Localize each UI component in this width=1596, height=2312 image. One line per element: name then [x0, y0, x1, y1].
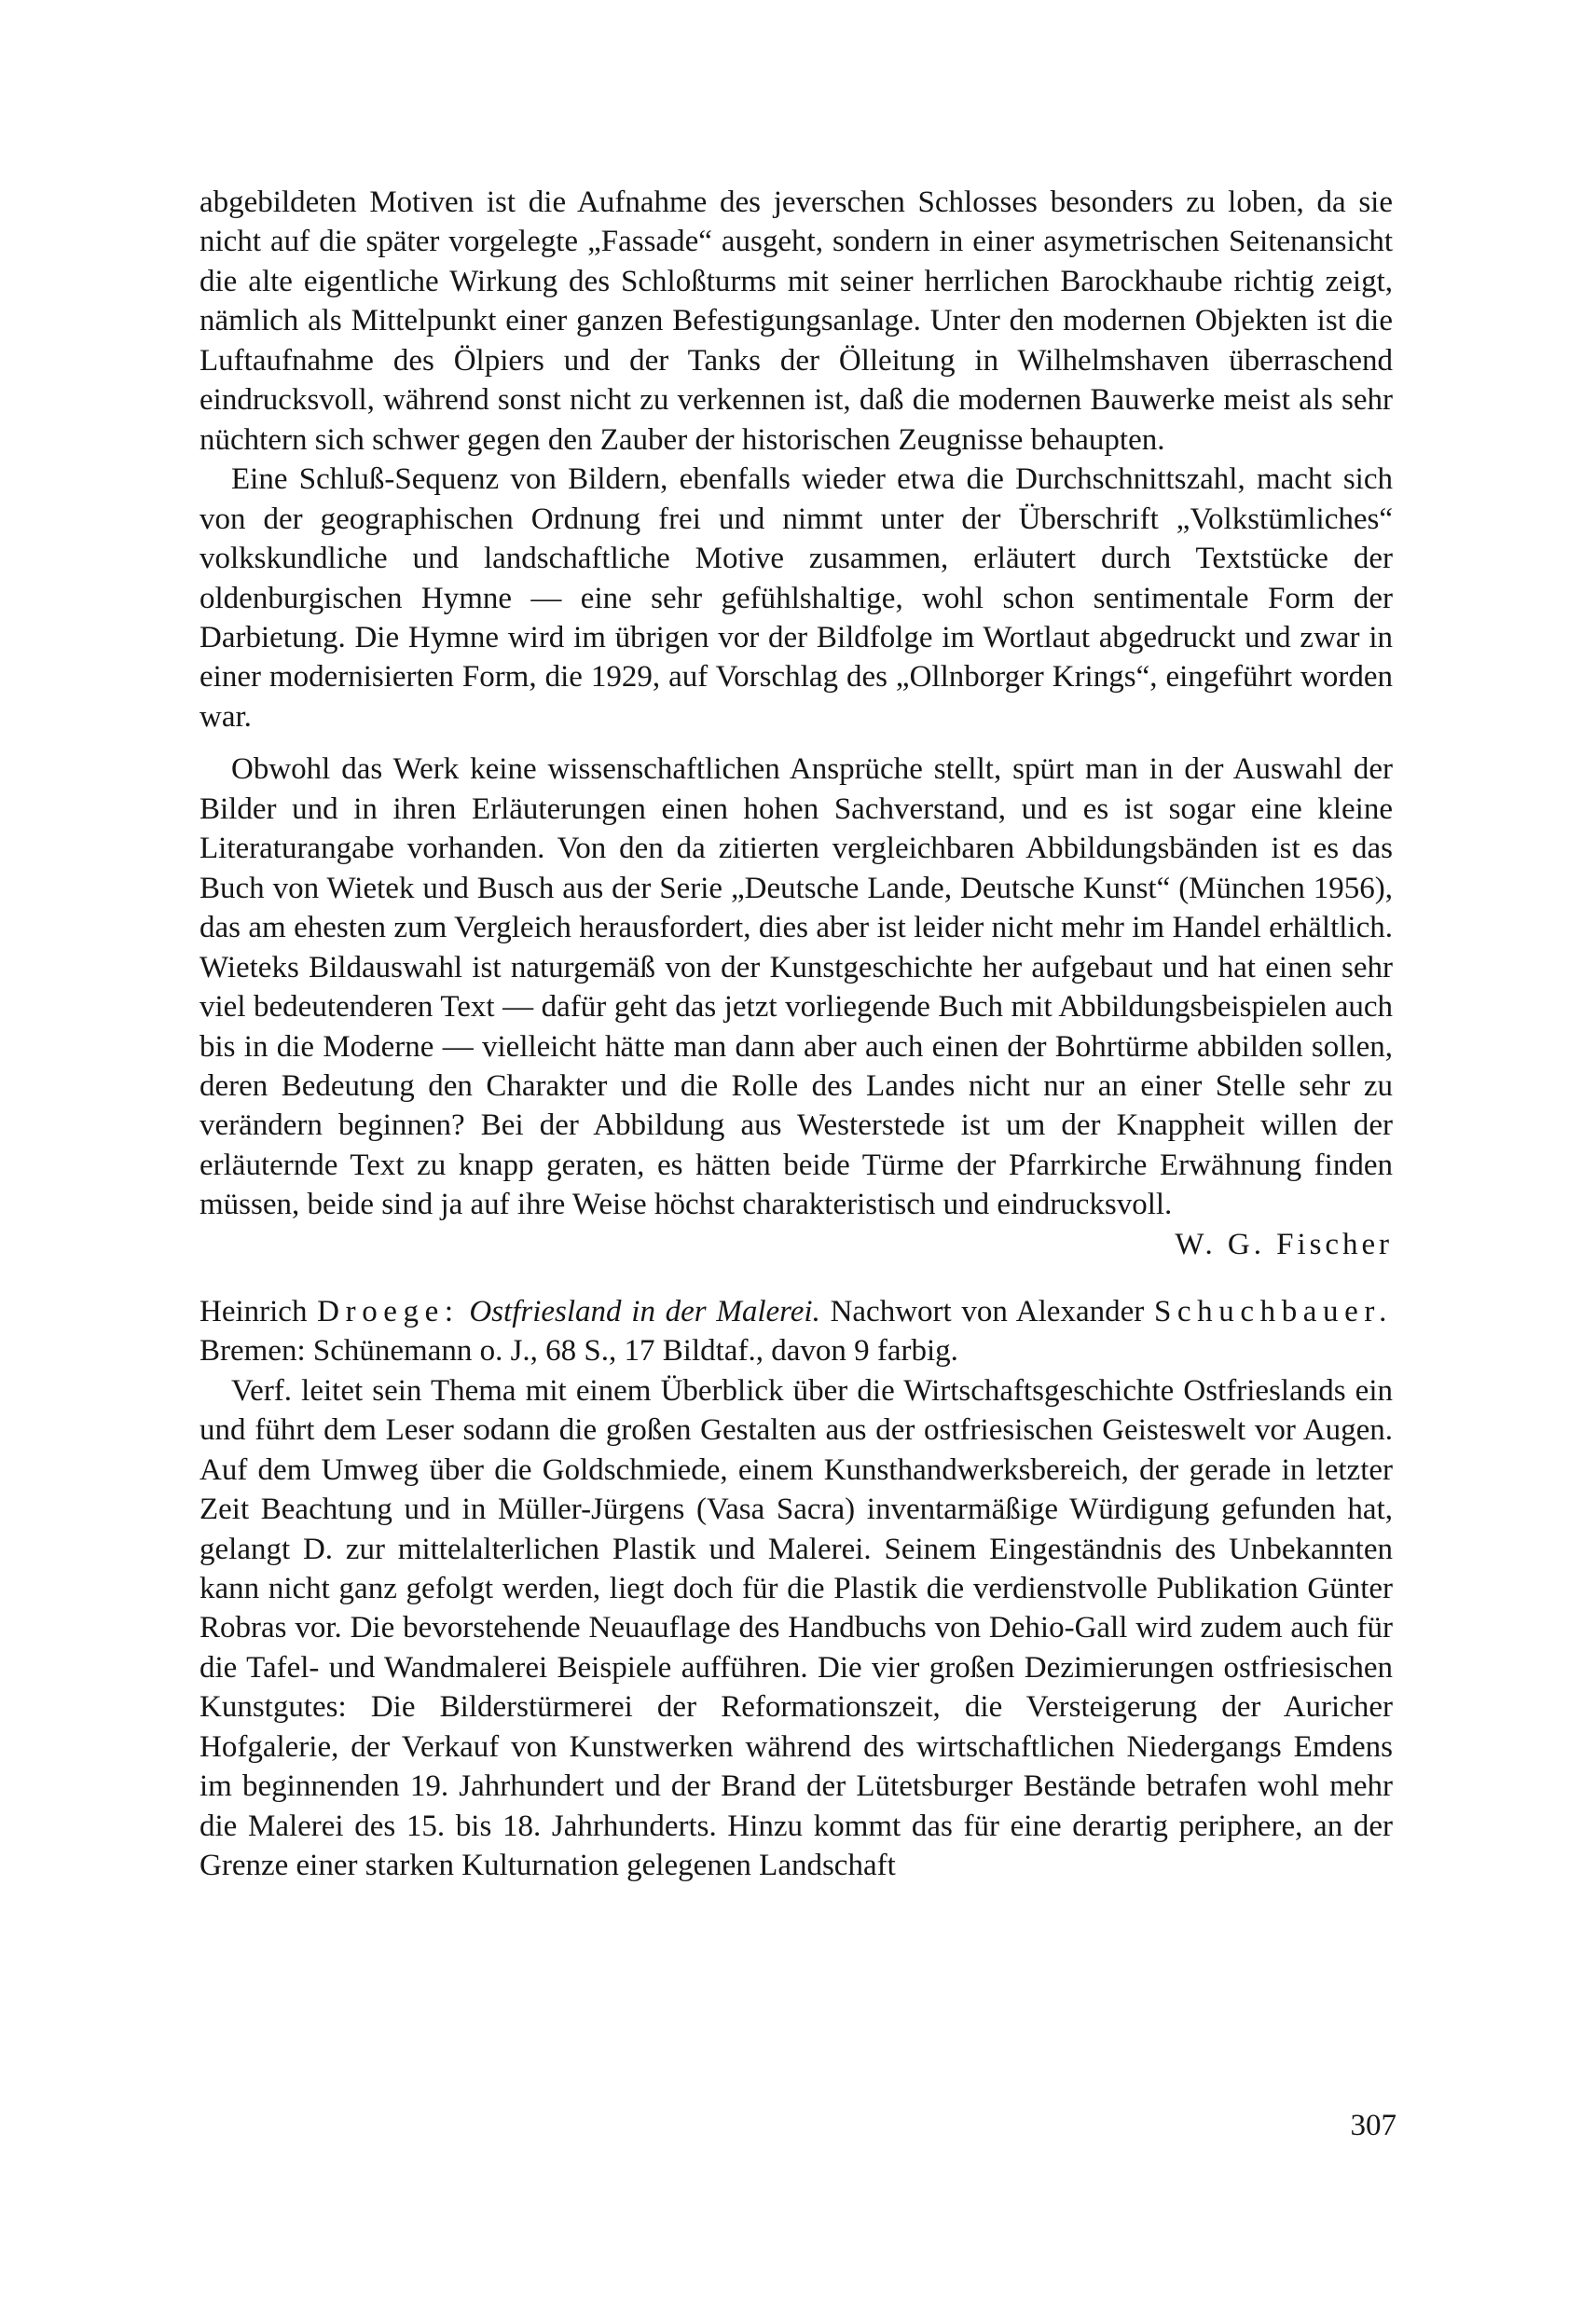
review2-citation — [200, 1292, 1393, 1371]
page-number: 307 — [1350, 2109, 1396, 2142]
review1-signature: W. G. Fischer — [1175, 1227, 1393, 1261]
review1-paragraph-3 — [200, 750, 1393, 1261]
review2-publication: Bremen: Schünemann o. J., 68 S., 17 Bildtaf., davon 9 farbig. — [200, 1334, 958, 1369]
review1-paragraph-1: abgebildeten Motiven ist die Aufnahme des jeverschen Schlosses besonders zu loben, da sie nicht auf die später vorgelegte „Fassade“ ausgeht, sondern in einer asymetrischen Seitenansicht die alte eigentliche Wirkung des Schloßturms mit seiner herrlichen Barockhaube richtig zeigt, nämlich als Mittelpunkt einer ganzen Befestigungsanlage. Unter den modernen Objekten ist die Luftaufnahme des Ölpiers und der Tanks der Ölleitung in Wilhelmshaven überraschend eindrucksvoll, während sonst nicht zu verkennen ist, daß die modernen Bauwerke meist als sehr nüchtern sich schwer gegen den Zauber der historischen Zeugnisse behaupten. — [200, 186, 1393, 457]
review2-afterword-name: Schuchbauer. — [1153, 1294, 1394, 1328]
page-text-column — [200, 183, 1393, 1886]
review2-author-first: Heinrich — [200, 1294, 308, 1328]
review1-paragraph-3-text: Obwohl das Werk keine wissenschaftlichen Ansprüche stellt, spürt man in der Auswahl der Bilder und in ihren Erläuterungen einen hohen Sachverstand, und es ist sogar eine kleine Literaturangabe vorhanden. Von den da zitierten vergleichbaren Abbildungsbänden ist es das Buch von Wietek und Busch aus der Serie „Deutsche Lande, Deutsche Kunst“ (München 1956), das am ehesten zum Vergleich herausfordert, dies aber ist leider nicht mehr im Handel erhältlich. Wieteks Bildauswahl ist naturgemäß von der Kunstgeschichte her aufgebaut und hat einen sehr viel bedeutenderen Text — dafür geht das jetzt vorliegende Buch mit Abbildungsbeispielen auch bis in die Moderne — vielleicht hätte man dann aber auch einen der Bohrtürme abbilden sollen, deren Bedeutung den Charakter und die Rolle des Landes nicht nur an einer Stelle sehr zu verändern beginnen? Bei der Abbildung aus Westerstede ist um der Knappheit willen der erläuternde Text zu knapp geraten, es hätten beide Türme der Pfarrkirche Erwähnung finden müssen, beide sind ja auf ihre Weise höchst charakteristisch und eindrucksvoll. — [200, 752, 1393, 1222]
review2-book-title: Ostfriesland in der Malerei. — [469, 1294, 820, 1328]
review2-afterword-pre: Nachwort von Alexander — [830, 1294, 1145, 1328]
review1-paragraph-2: Eine Schluß-Sequenz von Bildern, ebenfalls wieder etwa die Durchschnittszahl, macht sich von der geographischen Ordnung frei und nimmt unter der Überschrift „Volkstümliches“ volkskundliche und landschaftliche Motive zusammen, erläutert durch Textstücke der oldenburgischen Hymne — eine sehr gefühlshaltige, wohl schon sentimentale Form der Darbietung. Die Hymne wird im übrigen vor der Bildfolge im Wortlaut abgedruckt und zwar in einer modernisierten Form, die 1929, auf Vorschlag des „Ollnborger Krings“, eingeführt worden war. — [200, 462, 1393, 734]
review2-author-last: Droege: — [317, 1294, 460, 1328]
review2-body: Verf. leitet sein Thema mit einem Überblick über die Wirtschaftsgeschichte Ostfrieslands ein und führt dem Leser sodann die großen Gestalten aus der ostfriesischen Geisteswelt vor Augen. Auf dem Umweg über die Goldschmiede, einem Kunsthandwerksbereich, der gerade in letzter Zeit Beachtung und in Müller-Jürgens (Vasa Sacra) inventarmäßige Würdigung gefunden hat, gelangt D. zur mittelalterlichen Plastik und Malerei. Seinem Eingeständnis des Unbekannten kann nicht ganz gefolgt werden, liegt doch für die Plastik die verdienstvolle Publikation Günter Robras vor. Die bevorstehende Neuauflage des Handbuchs von Dehio-Gall wird zudem auch für die Tafel- und Wandmalerei Beispiele aufführen. Die vier großen Dezimierungen ostfriesischen Kunstgutes: Die Bilderstürmerei der Reformationszeit, die Versteigerung der Auricher Hofgalerie, der Verkauf von Kunstwerken während des wirtschaftlichen Niedergangs Emdens im beginnenden 19. Jahrhundert und der Brand der Lütetsburger Bestände betrafen wohl mehr die Malerei des 15. bis 18. Jahrhunderts. Hinzu kommt das für eine derartig periphere, an der Grenze einer starken Kulturnation gelegenen Landschaft — [200, 1373, 1393, 1883]
